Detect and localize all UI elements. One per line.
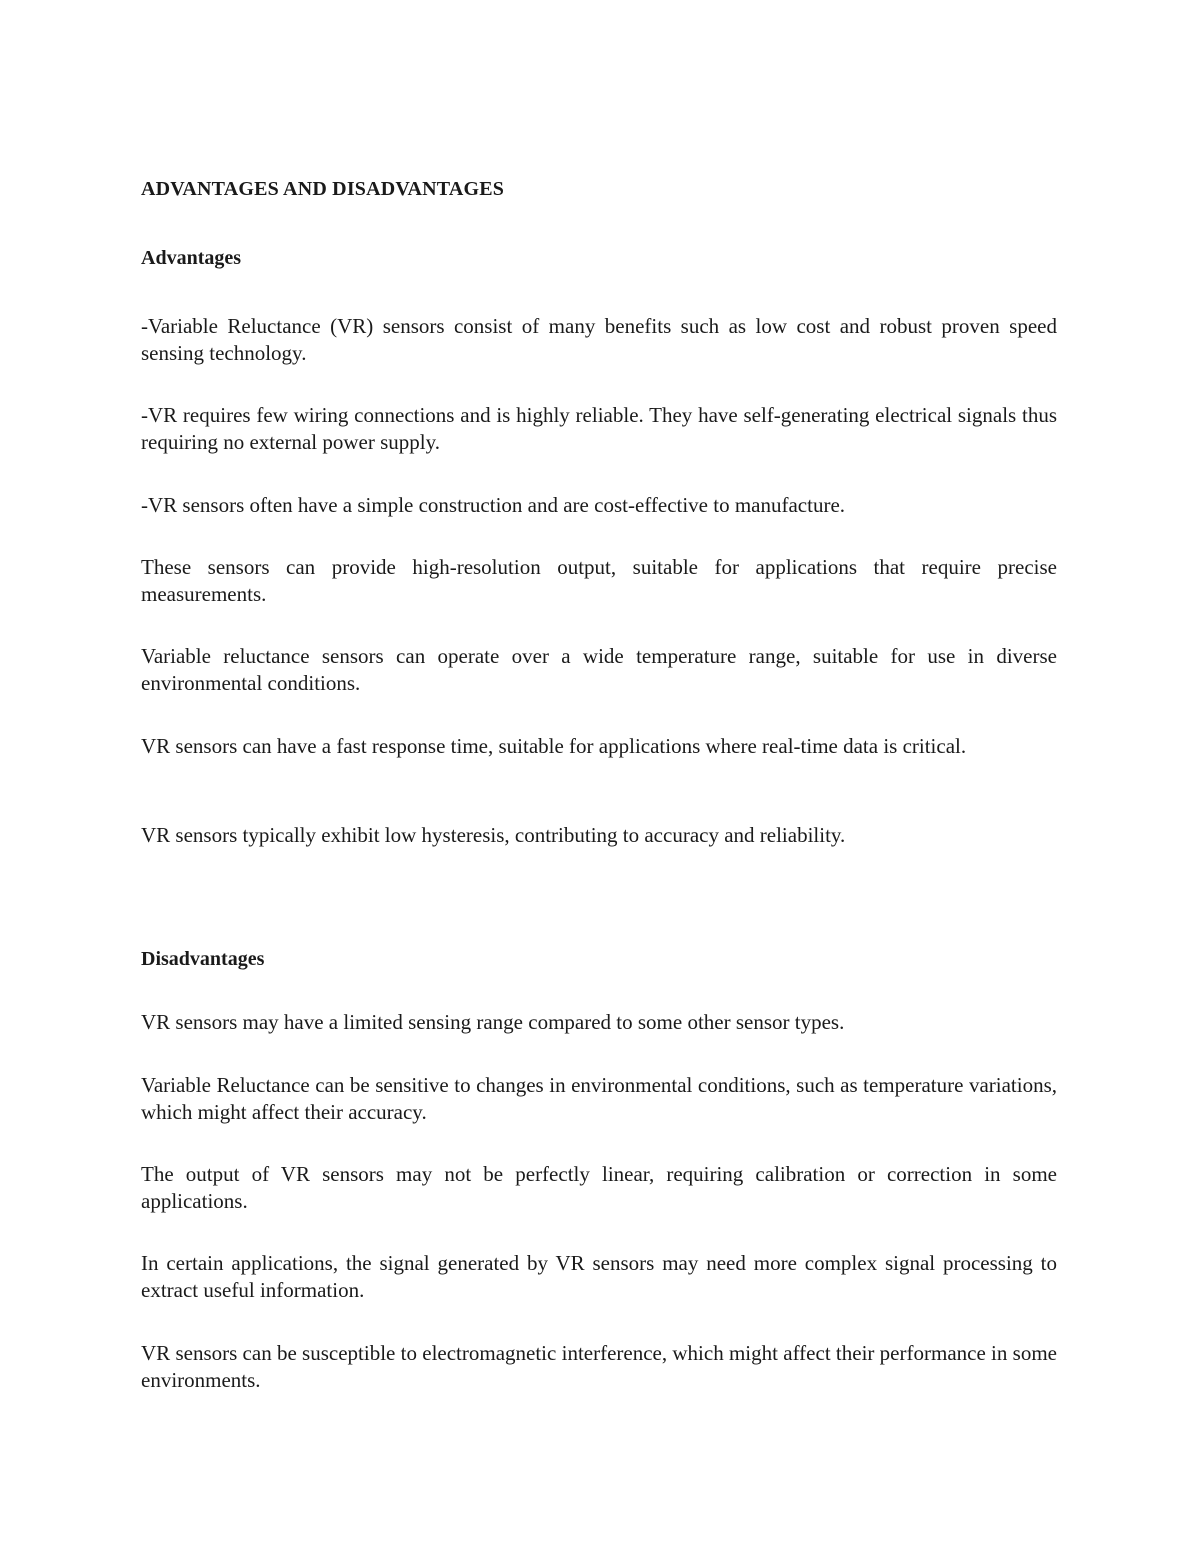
advantage-item: These sensors can provide high-resolution output, suitable for applications that require precise measurements. [141,555,1057,606]
disadvantage-item: In certain applications, the signal generated by VR sensors may need more complex signal processing to extract useful information. [141,1251,1057,1302]
advantages-heading: Advantages [141,247,242,269]
advantage-item: Variable reluctance sensors can operate over a wide temperature range, suitable for use in diverse environmental conditions. [141,644,1057,695]
advantage-item: -VR sensors often have a simple construction and are cost-effective to manufacture. [141,493,846,517]
disadvantage-item: VR sensors may have a limited sensing range compared to some other sensor types. [141,1010,845,1034]
advantage-item: VR sensors typically exhibit low hysteresis, contributing to accuracy and reliability. [141,823,846,847]
disadvantage-item: The output of VR sensors may not be perfectly linear, requiring calibration or correction in some applications. [141,1162,1057,1213]
advantage-item: VR sensors can have a fast response time, suitable for applications where real-time data is critical. [141,734,967,758]
page-title: ADVANTAGES AND DISADVANTAGES [141,178,505,200]
disadvantage-item: Variable Reluctance can be sensitive to changes in environmental conditions, such as temperature variations, which might affect their accuracy. [141,1073,1057,1124]
disadvantage-item: VR sensors can be susceptible to electromagnetic interference, which might affect their performance in some environments. [141,1341,1057,1392]
advantage-item: -Variable Reluctance (VR) sensors consist of many benefits such as low cost and robust proven speed sensing technology. [141,314,1057,365]
disadvantages-heading: Disadvantages [141,948,265,970]
advantage-item: -VR requires few wiring connections and is highly reliable. They have self-generating electrical signals thus requiring no external power supply. [141,403,1057,454]
